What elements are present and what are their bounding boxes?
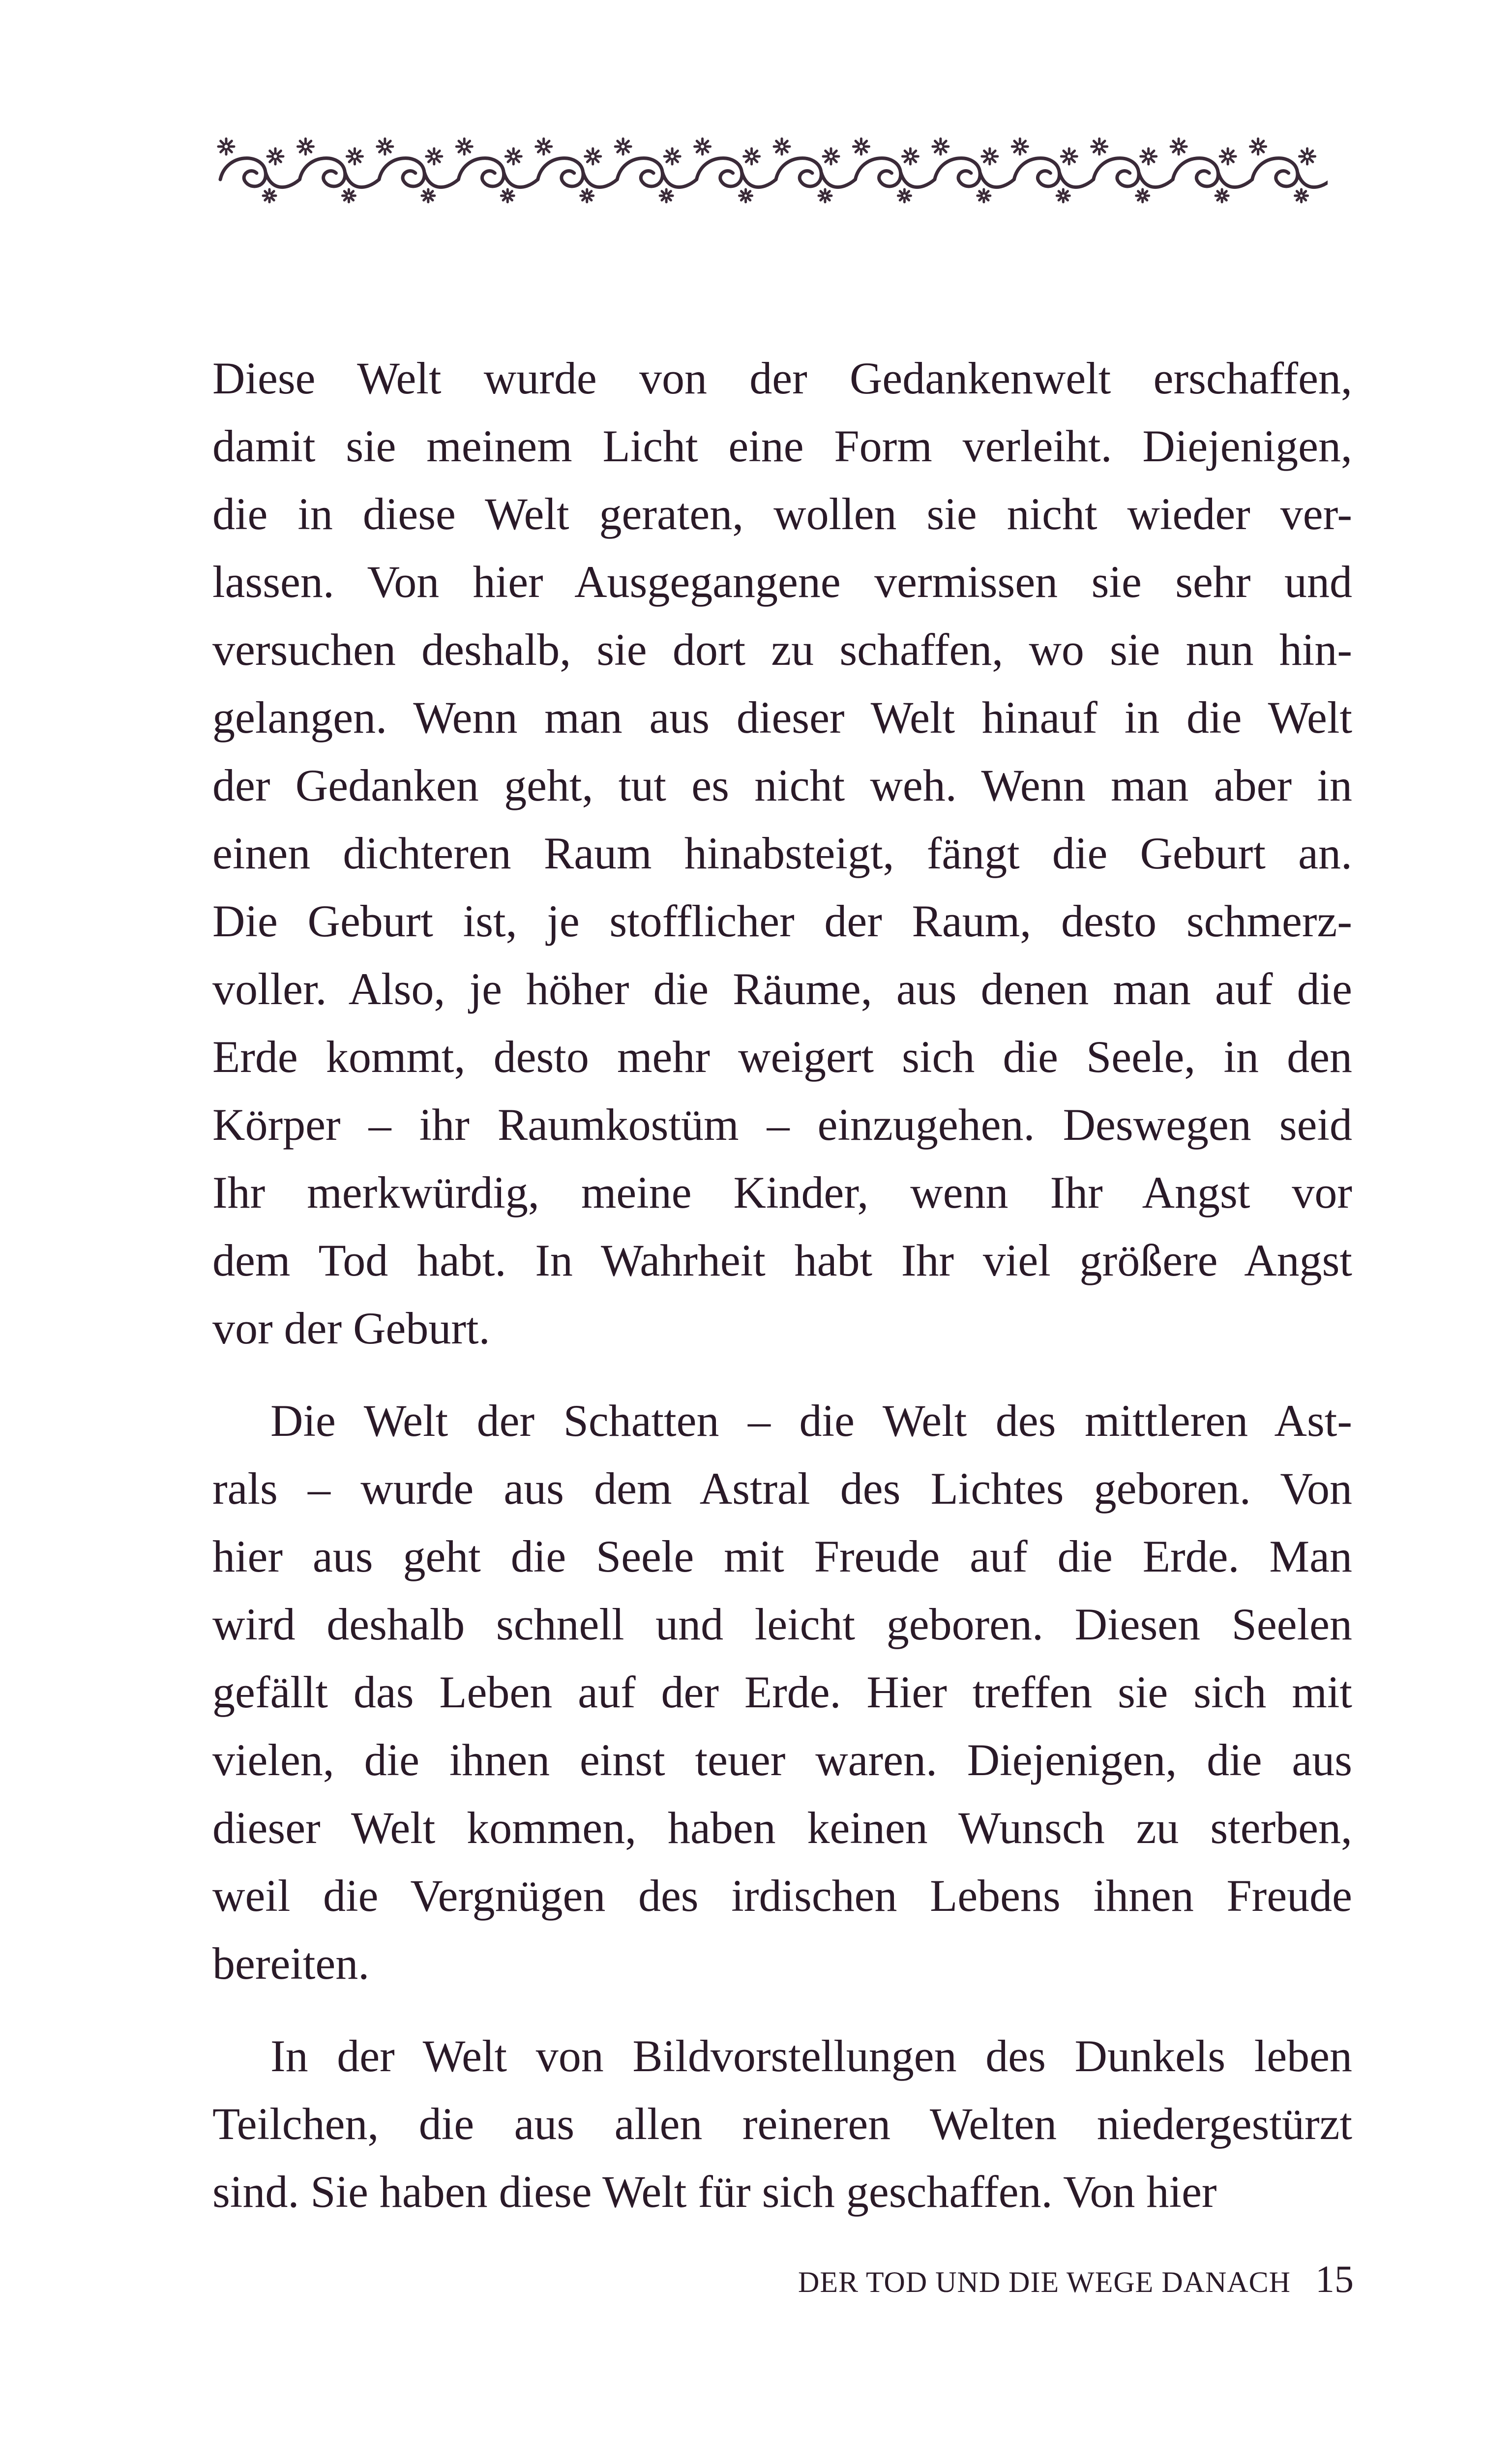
wave-scroll-icon — [538, 158, 617, 187]
wave-scroll-icon — [1094, 158, 1173, 187]
text-line: bereiten. — [212, 1938, 370, 1989]
page-footer — [798, 2257, 1354, 2306]
star-icon — [1012, 139, 1028, 154]
wave-scroll-icon — [299, 158, 379, 187]
text-line: vielen, die ihnen einst teuer waren. Diejenigen, die aus — [212, 1735, 1352, 1785]
text-line: In der Welt von Bildvorstellungen des Dunkels leben — [270, 2031, 1352, 2081]
star-icon — [819, 189, 831, 202]
star-icon — [456, 139, 472, 154]
body-text — [212, 344, 1352, 2226]
wave-scroll-icon — [935, 158, 1014, 187]
star-icon — [695, 139, 711, 154]
text-line: der Gedanken geht, tut es nicht weh. Wenn man aber in — [212, 760, 1352, 810]
wave-star-border-ornament-icon — [216, 133, 1328, 207]
text-line: Körper – ihr Raumkostüm – einzugehen. Deswegen seid — [212, 1100, 1352, 1150]
star-icon — [1171, 139, 1186, 154]
star-icon — [218, 139, 234, 154]
text-line: lassen. Von hier Ausgegangene vermissen sie sehr und — [212, 557, 1352, 607]
star-icon — [660, 189, 673, 202]
text-line: dem Tod habt. In Wahrheit habt Ihr viel größere Angst — [212, 1235, 1352, 1285]
text-line: sind. Sie haben diese Welt für sich geschaffen. Von hier — [212, 2167, 1217, 2217]
text-line: versuchen deshalb, sie dort zu schaffen, wo sie nun hin- — [212, 624, 1352, 675]
text-line: Ihr merkwürdig, meine Kinder, wenn Ihr Angst vor — [212, 1167, 1352, 1218]
wave-scroll-icon — [379, 158, 458, 187]
star-icon — [1220, 149, 1236, 164]
text-line: vor der Geburt. — [212, 1303, 490, 1353]
star-icon — [740, 189, 752, 202]
star-icon — [1136, 189, 1149, 202]
text-line: hier aus geht die Seele mit Freude auf die Erde. Man — [212, 1531, 1352, 1581]
star-icon — [664, 149, 680, 164]
text-line: Diese Welt wurde von der Gedankenwelt erschaffen, — [212, 353, 1352, 403]
star-icon — [853, 139, 869, 154]
star-icon — [898, 189, 911, 202]
star-icon — [1061, 149, 1077, 164]
star-icon — [422, 189, 435, 202]
star-icon — [426, 149, 442, 164]
star-icon — [615, 139, 631, 154]
text-line: gelangen. Wenn man aus dieser Welt hinauf in die Welt — [212, 692, 1352, 743]
wave-scroll-icon — [1014, 158, 1093, 187]
text-line: einen dichteren Raum hinabsteigt, fängt die Geburt an. — [212, 828, 1352, 878]
star-icon — [823, 149, 839, 164]
star-icon — [1216, 189, 1228, 202]
wave-scroll-icon — [1173, 158, 1252, 187]
star-icon — [342, 189, 355, 202]
star-icon — [982, 149, 998, 164]
paragraph-1 — [212, 344, 1352, 1362]
running-head: DER TOD UND DIE WEGE DANACH — [798, 2266, 1291, 2298]
star-icon — [347, 149, 362, 164]
star-icon — [1300, 149, 1315, 164]
wave-scroll-icon — [1252, 158, 1328, 187]
star-icon — [1295, 189, 1308, 202]
star-icon — [1141, 149, 1156, 164]
wave-scroll-icon — [458, 158, 537, 187]
star-icon — [267, 149, 283, 164]
star-icon — [505, 149, 521, 164]
text-line: damit sie meinem Licht eine Form verleiht. Diejenigen, — [212, 421, 1352, 471]
star-icon — [978, 189, 990, 202]
star-icon — [297, 139, 313, 154]
star-icon — [377, 139, 393, 154]
text-line: dieser Welt kommen, haben keinen Wunsch zu sterben, — [212, 1803, 1352, 1853]
star-icon — [501, 189, 514, 202]
page-number: 15 — [1315, 2258, 1354, 2300]
star-icon — [933, 139, 949, 154]
text-line: die in diese Welt geraten, wollen sie nicht wieder ver- — [212, 489, 1352, 539]
paragraph-2 — [212, 1387, 1352, 1997]
wave-scroll-icon — [220, 158, 299, 187]
text-line: gefällt das Leben auf der Erde. Hier treffen sie sich mit — [212, 1667, 1352, 1717]
text-line: Die Welt der Schatten – die Welt des mittleren Ast- — [270, 1396, 1352, 1446]
text-line: rals – wurde aus dem Astral des Lichtes geboren. Von — [212, 1463, 1352, 1514]
star-icon — [902, 149, 918, 164]
text-line: Erde kommt, desto mehr weigert sich die Seele, in den — [212, 1032, 1352, 1082]
star-icon — [585, 149, 601, 164]
star-icon — [581, 189, 593, 202]
text-line: Die Geburt ist, je stofflicher der Raum, desto schmerz- — [212, 896, 1352, 946]
text-line: weil die Vergnügen des irdischen Lebens ihnen Freude — [212, 1871, 1352, 1921]
star-icon — [536, 139, 552, 154]
wave-scroll-icon — [697, 158, 776, 187]
star-icon — [1092, 139, 1107, 154]
star-icon — [1057, 189, 1069, 202]
star-icon — [744, 149, 760, 164]
text-line: voller. Also, je höher die Räume, aus denen man auf die — [212, 964, 1352, 1014]
star-icon — [1250, 139, 1266, 154]
text-line: wird deshalb schnell und leicht geboren. Diesen Seelen — [212, 1599, 1352, 1649]
star-icon — [774, 139, 790, 154]
star-icon — [263, 189, 276, 202]
text-line: Teilchen, die aus allen reineren Welten niedergestürzt — [212, 2099, 1352, 2149]
wave-scroll-icon — [776, 158, 855, 187]
wave-scroll-icon — [617, 158, 696, 187]
wave-scroll-icon — [855, 158, 934, 187]
paragraph-3 — [212, 2022, 1352, 2226]
